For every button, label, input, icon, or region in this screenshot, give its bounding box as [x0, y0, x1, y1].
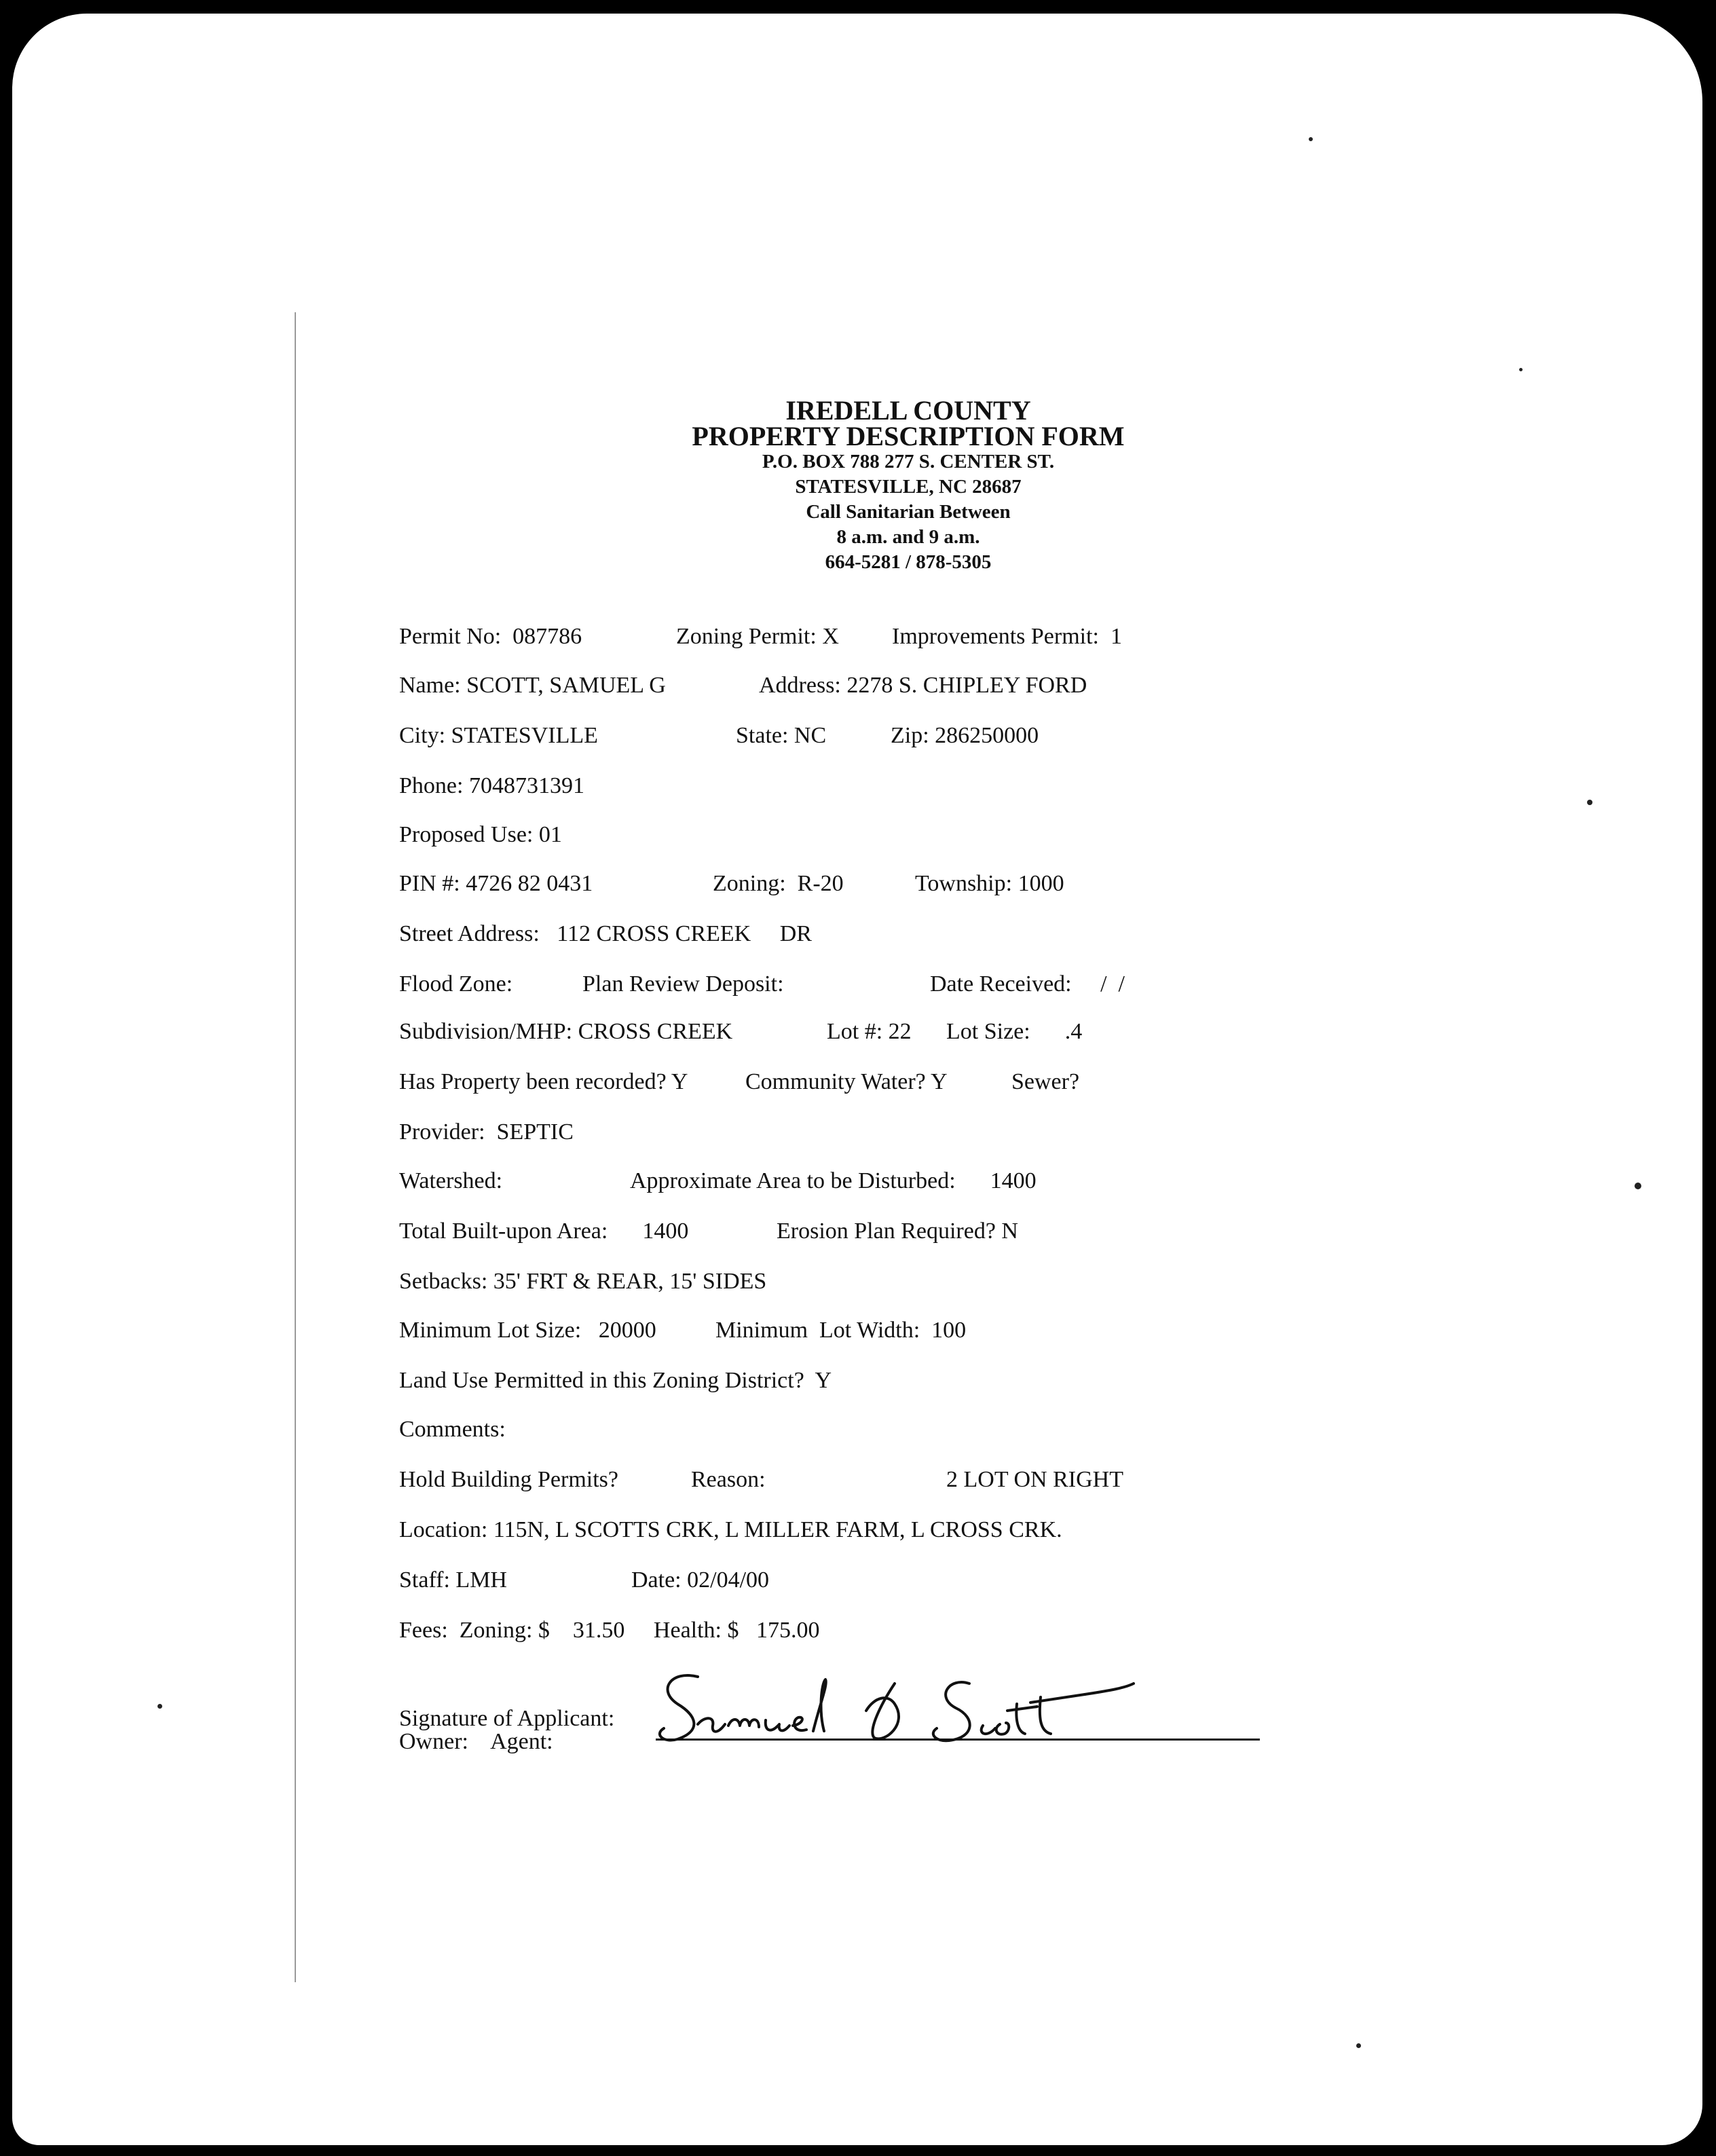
zip: Zip: 286250000	[891, 723, 1039, 748]
plan-review-deposit: Plan Review Deposit:	[582, 971, 784, 997]
staff: Staff: LMH	[399, 1567, 507, 1593]
hold-building-permits: Hold Building Permits?	[399, 1467, 618, 1492]
phone: Phone: 7048731391	[399, 773, 584, 798]
reason-value: 2 LOT ON RIGHT	[946, 1467, 1123, 1492]
scan-speck	[1635, 1183, 1641, 1189]
po-box-address: P.O. BOX 788 277 S. CENTER ST.	[762, 451, 1055, 472]
owner-agent: Owner: Agent:	[399, 1729, 553, 1754]
minimum-lot-width: Minimum Lot Width: 100	[715, 1318, 967, 1343]
applicant-signature	[650, 1663, 1139, 1751]
reason-label: Reason:	[691, 1467, 766, 1492]
scan-speck	[1356, 2043, 1361, 2048]
county-name: IREDELL COUNTY	[785, 395, 1031, 426]
form-title: PROPERTY DESCRIPTION FORM	[692, 421, 1125, 451]
provider: Provider: SEPTIC	[399, 1119, 574, 1145]
sewer: Sewer?	[1011, 1069, 1080, 1094]
community-water: Community Water? Y	[745, 1069, 948, 1094]
watershed: Watershed:	[399, 1168, 503, 1193]
scan-speck	[157, 1704, 162, 1709]
applicant-address: Address: 2278 S. CHIPLEY FORD	[759, 673, 1087, 698]
state: State: NC	[736, 723, 827, 748]
city: City: STATESVILLE	[399, 723, 598, 748]
land-use-permitted: Land Use Permitted in this Zoning District? Y	[399, 1368, 832, 1393]
scan-speck	[1519, 368, 1523, 371]
township: Township: 1000	[915, 871, 1064, 896]
permit-no: Permit No: 087786	[399, 624, 582, 649]
comments: Comments:	[399, 1417, 506, 1442]
phone-numbers: 664-5281 / 878-5305	[825, 551, 992, 573]
signature-label: Signature of Applicant:	[399, 1706, 615, 1731]
proposed-use: Proposed Use: 01	[399, 822, 562, 847]
fees: Fees: Zoning: $ 31.50 Health: $ 175.00	[399, 1618, 820, 1643]
area-disturbed: Approximate Area to be Disturbed: 1400	[630, 1168, 1037, 1193]
call-hours: 8 a.m. and 9 a.m.	[836, 526, 980, 548]
flood-zone: Flood Zone:	[399, 971, 513, 997]
scan-speck	[1309, 137, 1313, 141]
zoning: Zoning: R-20	[713, 871, 844, 896]
pin-number: PIN #: 4726 82 0431	[399, 871, 593, 896]
date: Date: 02/04/00	[631, 1567, 770, 1593]
property-recorded: Has Property been recorded? Y	[399, 1069, 688, 1094]
applicant-name: Name: SCOTT, SAMUEL G	[399, 673, 666, 698]
built-upon-area: Total Built-upon Area: 1400	[399, 1219, 689, 1244]
margin-line	[295, 312, 296, 1982]
improvements-permit: Improvements Permit: 1	[892, 624, 1123, 649]
document-page	[12, 14, 1702, 2145]
subdivision: Subdivision/MHP: CROSS CREEK	[399, 1019, 733, 1044]
setbacks: Setbacks: 35' FRT & REAR, 15' SIDES	[399, 1269, 767, 1294]
location: Location: 115N, L SCOTTS CRK, L MILLER FARM, L CROSS CRK.	[399, 1517, 1062, 1542]
date-received: Date Received: / /	[930, 971, 1125, 997]
lot-size: Lot Size: .4	[946, 1019, 1083, 1044]
zoning-permit: Zoning Permit: X	[676, 624, 839, 649]
street-address: Street Address: 112 CROSS CREEK DR	[399, 921, 812, 946]
city-state-zip: STATESVILLE, NC 28687	[795, 476, 1022, 498]
erosion-plan: Erosion Plan Required? N	[777, 1219, 1018, 1244]
call-instructions: Call Sanitarian Between	[806, 501, 1011, 523]
lot-number: Lot #: 22	[827, 1019, 912, 1044]
minimum-lot-size: Minimum Lot Size: 20000	[399, 1318, 656, 1343]
scan-speck	[1587, 800, 1592, 805]
form-header	[650, 395, 1166, 575]
